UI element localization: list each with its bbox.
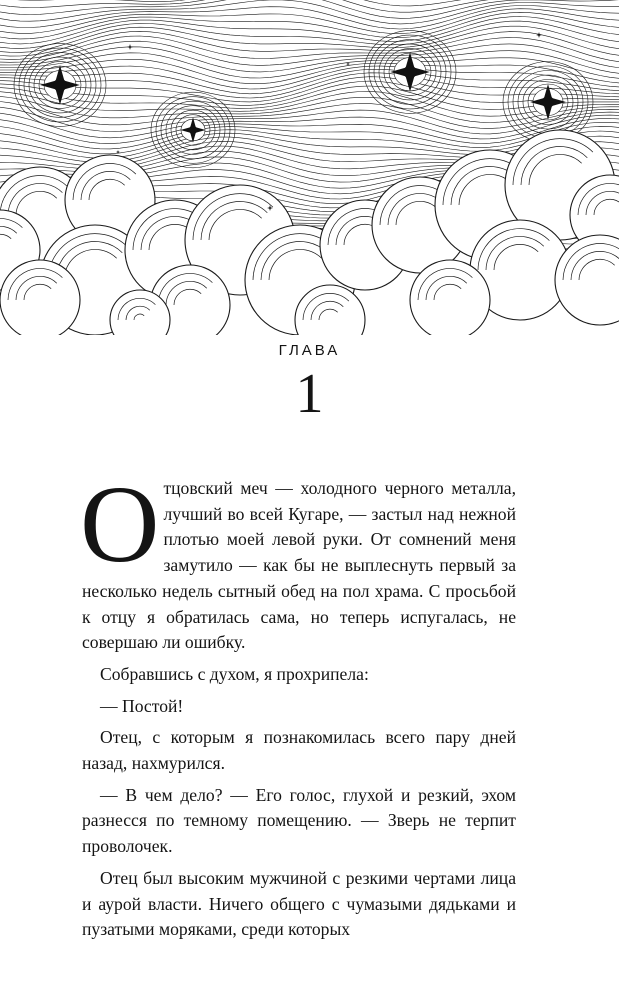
sky-swirl-line xyxy=(0,0,619,12)
chapter-number: 1 xyxy=(295,363,324,425)
starry-sky-illustration xyxy=(0,0,619,335)
sky-swirl-line xyxy=(0,0,619,24)
paragraph: Отец был высоким мужчиной с резкими чертами лица и аурой власти. Ничего общего с чумазыми дядьками и пузатыми моряками, среди которых xyxy=(82,867,516,940)
paragraph: Собравшись с духом, я прохрипела: xyxy=(100,663,369,684)
star-icon xyxy=(536,32,542,38)
first-paragraph xyxy=(80,463,516,656)
paragraph: — Постой! xyxy=(100,695,184,716)
cloud-puff xyxy=(410,260,490,335)
first-paragraph-text: тцовский меч — холодного черного металла, лучший во всей Кугаре, — застыл над нежной плотью моей левой руки. От сомнений меня замутило — как бы не выплеснуть первый за несколько недель сытный обед на пол храма. С просьбой к отцу я обратилась сама, но теперь испугалась, не совершаю ли ошибку. xyxy=(82,478,516,653)
sky-swirl-line xyxy=(0,0,619,6)
sky-swirl-line xyxy=(0,21,619,48)
paragraph: — В чем дело? — Его голос, глухой и резкий, эхом разнесся по темному помещению. — Зверь не терпит проволочек. xyxy=(82,784,516,857)
star-core xyxy=(542,96,554,108)
sky-swirl-line xyxy=(0,17,619,44)
paragraph: Отец, с которым я познакомилась всего пару дней назад, нахмурился. xyxy=(82,727,516,774)
drop-cap: О xyxy=(80,463,160,585)
star-icon xyxy=(127,44,133,50)
chapter-label: ГЛАВА xyxy=(278,342,341,359)
star-core xyxy=(403,65,416,78)
chapter-body xyxy=(80,463,516,949)
cloud-puff xyxy=(0,260,80,335)
star-core xyxy=(53,78,66,91)
star-core xyxy=(189,126,197,134)
sky-swirl-line xyxy=(0,12,619,39)
